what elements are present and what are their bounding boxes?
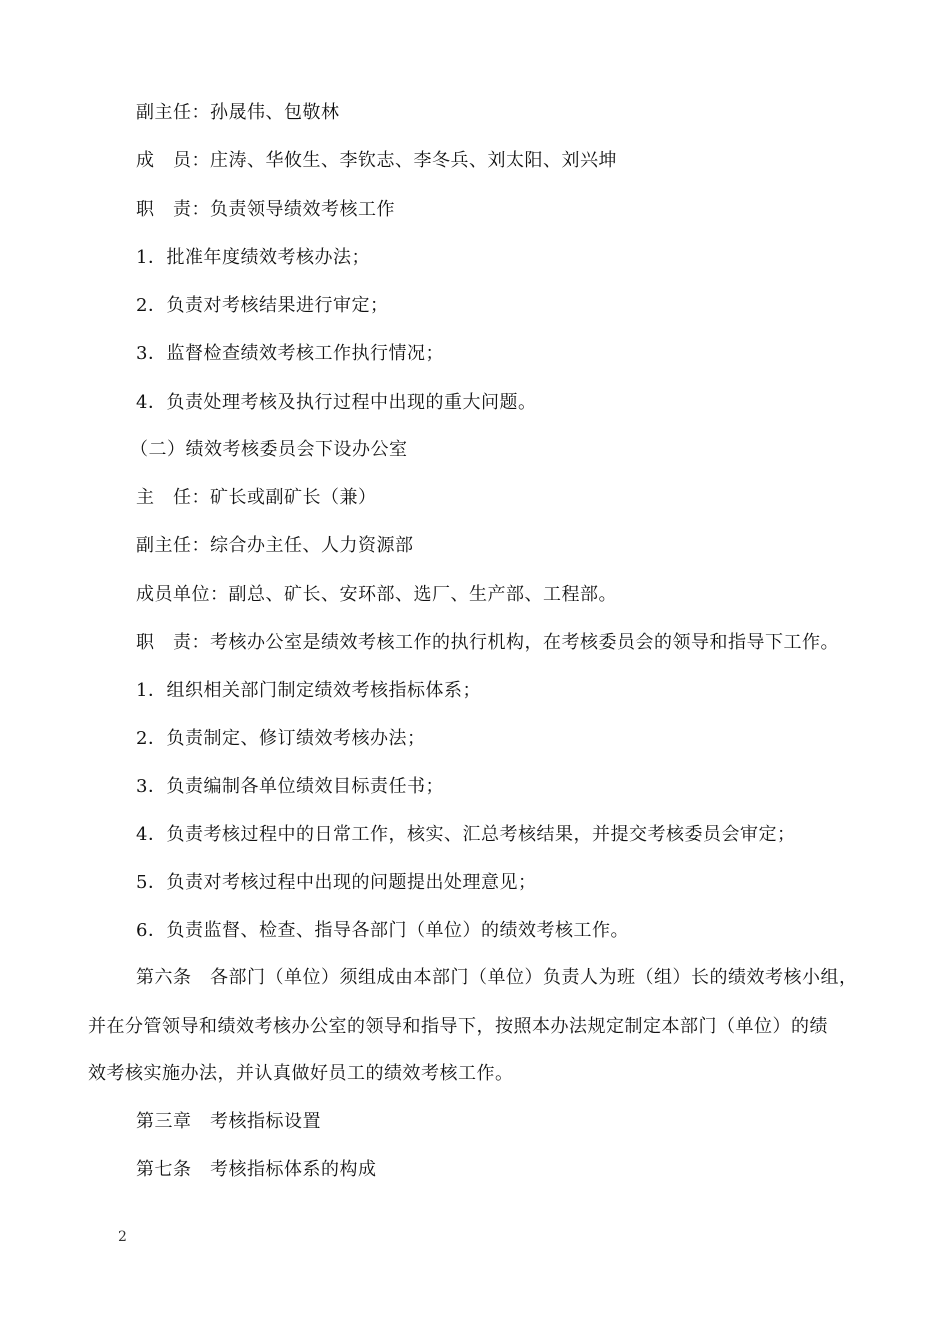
office-item-1: 1．组织相关部门制定绩效考核指标体系； xyxy=(136,680,481,701)
duty-item-4: 4．负责处理考核及执行过程中出现的重大问题。 xyxy=(136,392,537,413)
article-six-line-1: 第六条 各部门（单位）须组成由本部门（单位）负责人为班（组）长的绩效考核小组， xyxy=(136,967,858,988)
deputy-director-line: 副主任：孙晟伟、包敬林 xyxy=(136,102,340,123)
office-deputy-line: 副主任：综合办主任、人力资源部 xyxy=(136,535,414,556)
office-item-5: 5．负责对考核过程中出现的问题提出处理意见； xyxy=(136,872,537,893)
office-director-line: 主 任：矿长或副矿长（兼） xyxy=(136,487,377,508)
chapter-three-heading: 第三章 考核指标设置 xyxy=(136,1111,321,1132)
office-item-2: 2．负责制定、修订绩效考核办法； xyxy=(136,728,426,749)
article-six-line-2: 并在分管领导和绩效考核办公室的领导和指导下，按照本办法规定制定本部门（单位）的绩 xyxy=(88,1016,828,1037)
duty-item-2: 2．负责对考核结果进行审定； xyxy=(136,295,389,316)
page-number: 2 xyxy=(118,1229,127,1245)
members-line: 成 员：庄涛、华攸生、李钦志、李冬兵、刘太阳、刘兴坤 xyxy=(136,150,617,171)
duties-line: 职 责：负责领导绩效考核工作 xyxy=(136,199,395,220)
office-item-6: 6．负责监督、检查、指导各部门（单位）的绩效考核工作。 xyxy=(136,920,629,941)
duty-item-1: 1．批准年度绩效考核办法； xyxy=(136,247,370,268)
duty-item-3: 3．监督检查绩效考核工作执行情况； xyxy=(136,343,444,364)
office-item-3: 3．负责编制各单位绩效目标责任书； xyxy=(136,776,444,797)
member-units-line: 成员单位：副总、矿长、安环部、选厂、生产部、工程部。 xyxy=(136,584,617,605)
article-six-line-3: 效考核实施办法，并认真做好员工的绩效考核工作。 xyxy=(88,1063,514,1084)
office-duties-line: 职 责：考核办公室是绩效考核工作的执行机构，在考核委员会的领导和指导下工作。 xyxy=(136,632,839,653)
article-seven-heading: 第七条 考核指标体系的构成 xyxy=(136,1159,377,1180)
office-item-4: 4．负责考核过程中的日常工作，核实、汇总考核结果，并提交考核委员会审定； xyxy=(136,824,796,845)
section-heading-office: （二）绩效考核委员会下设办公室 xyxy=(130,439,408,460)
